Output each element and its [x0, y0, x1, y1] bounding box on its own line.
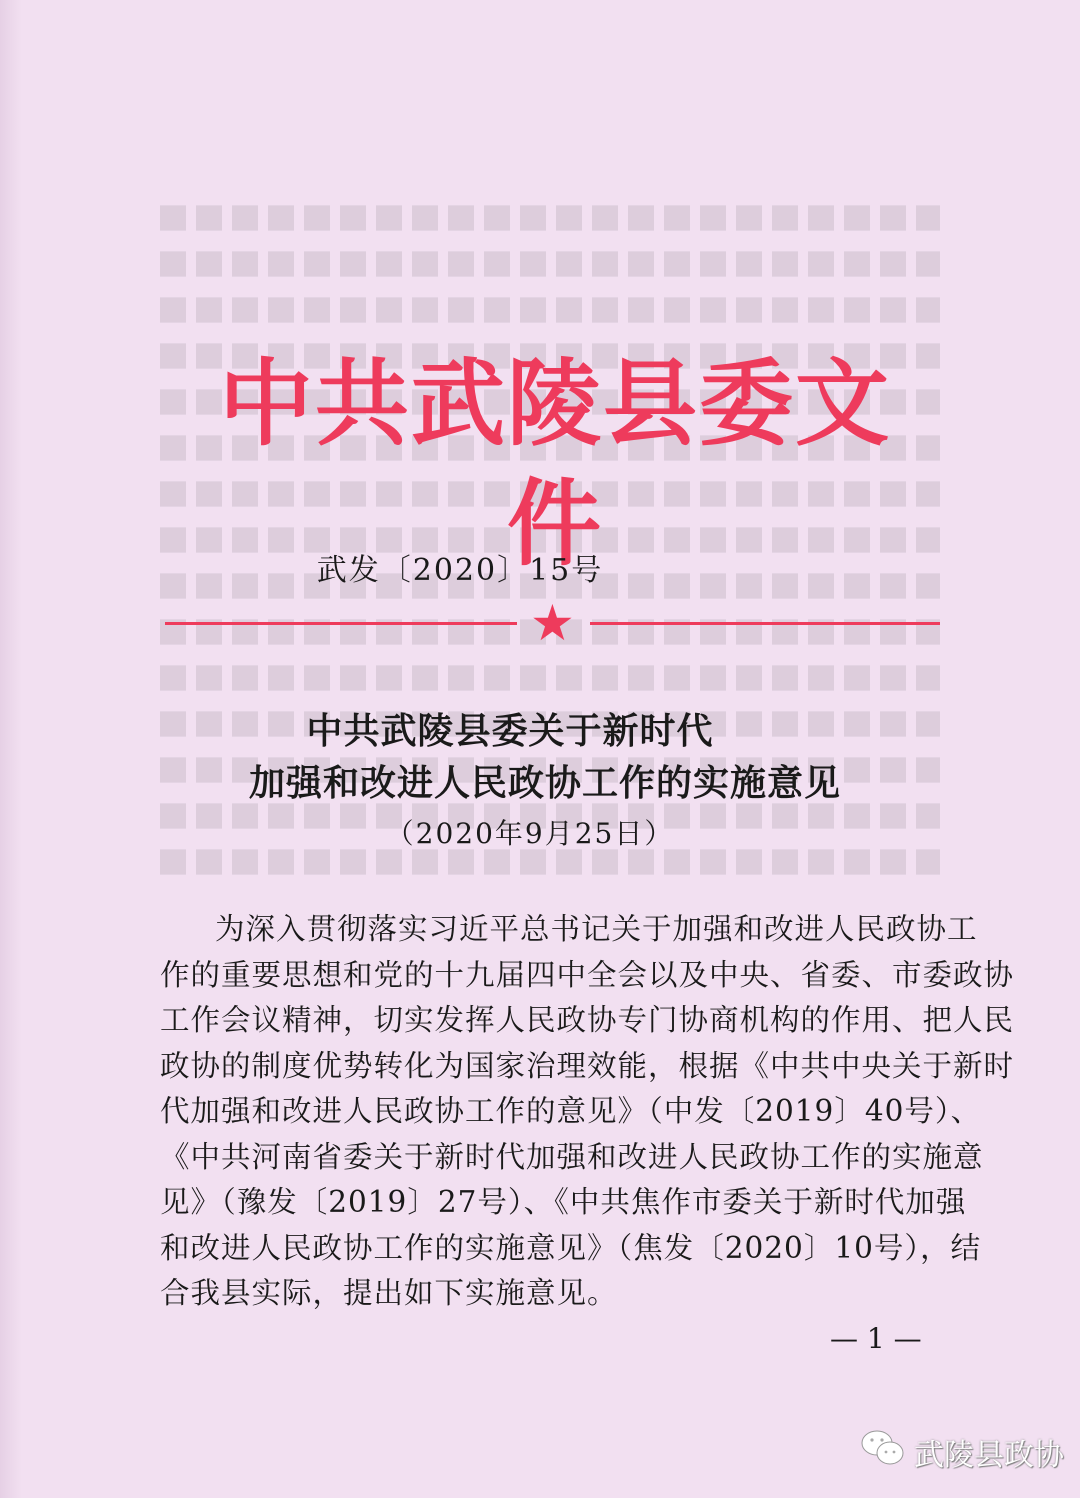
body-paragraph: [160, 907, 1015, 1317]
body-line: 合我县实际，提出如下实施意见。: [160, 1276, 618, 1310]
page-number: — 1 —: [830, 1322, 922, 1355]
red-rule-left: [165, 622, 517, 625]
watermark: [860, 1428, 1064, 1476]
heading-line-1: 中共武陵县委关于新时代: [306, 711, 714, 752]
body-line: 代加强和改进人民政协工作的意见》（中发〔2019〕40号）、: [160, 1094, 982, 1128]
body-line: 作的重要思想和党的十九届四中全会以及中央、省委、市委政协: [160, 957, 1015, 992]
red-rule-right: [590, 622, 940, 625]
body-line: 见》（豫发〔2019〕27号）、《中共焦作市委关于新时代加强: [160, 1185, 967, 1219]
wechat-icon: [860, 1428, 906, 1476]
scan-edge: [0, 0, 22, 1498]
document-header-title: 中共武陵县委文件: [218, 350, 891, 579]
body-line: 《中共河南省委关于新时代加强和改进人民政协工作的实施意: [160, 1139, 984, 1174]
document-number: 武发〔2020〕15号: [316, 553, 604, 588]
star-icon: ★: [530, 594, 575, 652]
document-date: （2020年9月25日）: [385, 817, 675, 850]
body-line: 工作会议精神，切实发挥人民政协专门协商机构的作用、把人民: [160, 1003, 1015, 1037]
body-line: 为深入贯彻落实习近平总书记关于加强和改进人民政协工: [215, 912, 978, 946]
heading-line-2: 加强和改进人民政协工作的实施意见: [248, 763, 841, 804]
watermark-label: 武陵县政协: [914, 1438, 1064, 1473]
body-line: 政协的制度优势转化为国家治理效能，根据《中共中央关于新时: [160, 1048, 1015, 1083]
body-line: 和改进人民政协工作的实施意见》（焦发〔2020〕10号），结: [160, 1230, 982, 1265]
